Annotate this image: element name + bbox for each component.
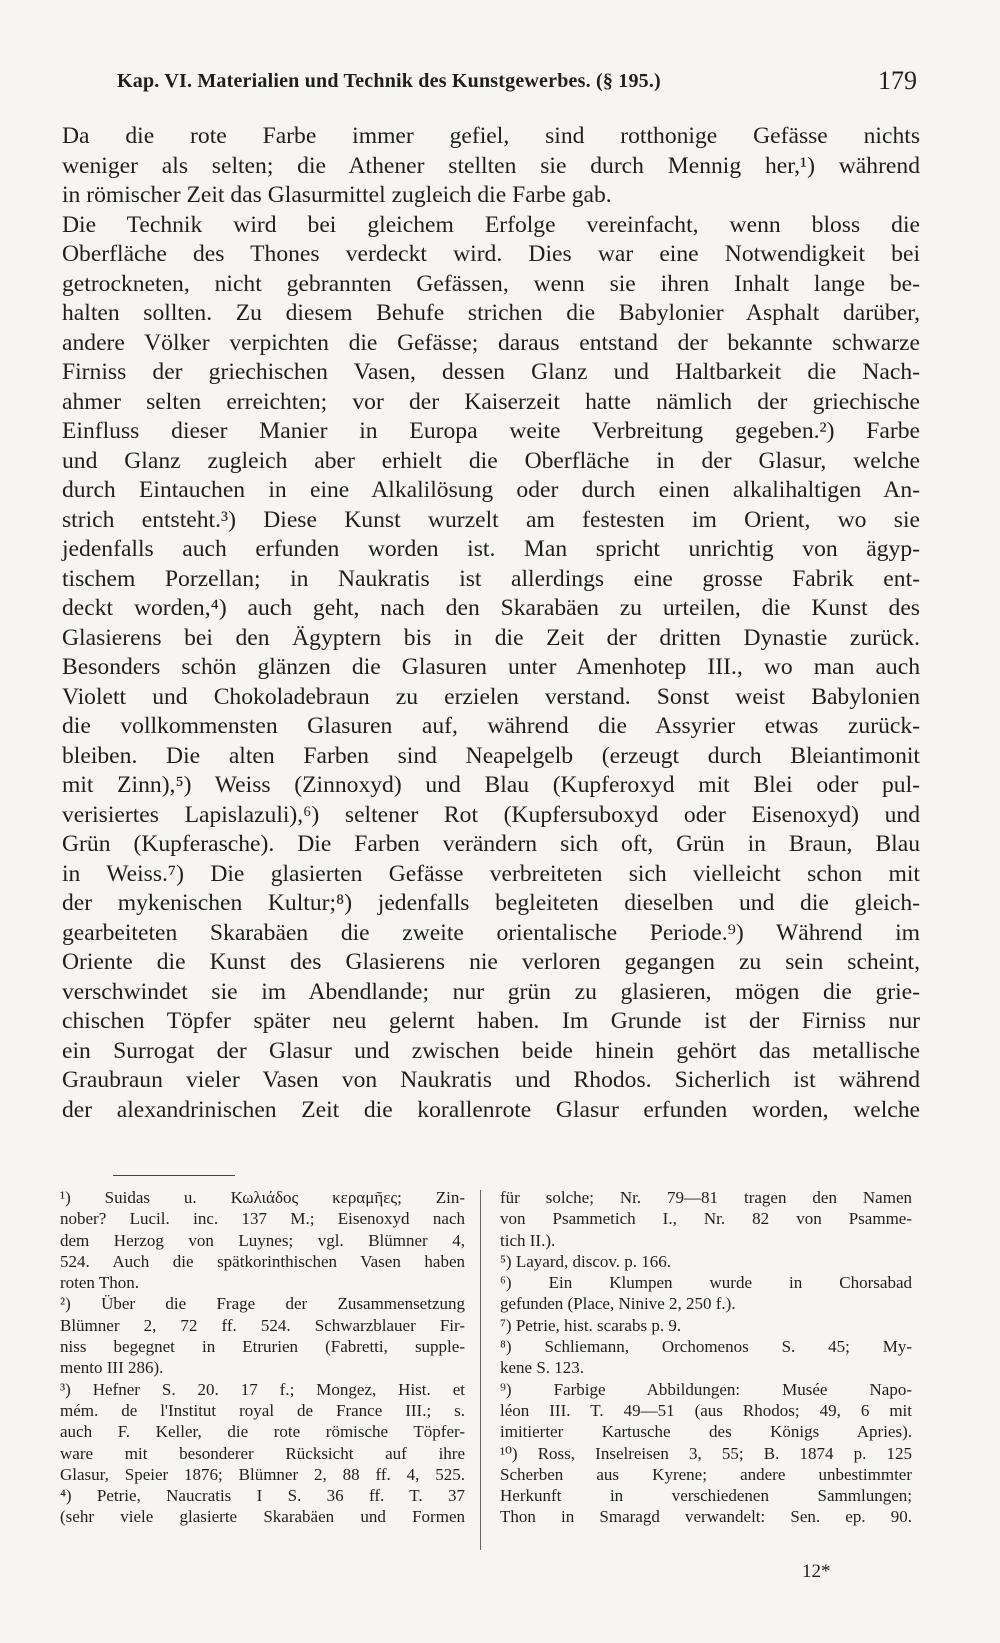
- body-line: und Glanz zugleich aber erhielt die Oberfläche in der Glasur, welche: [62, 447, 920, 474]
- body-line: andere Völker verpichten die Gefässe; daraus entstand der bekannte schwarze: [62, 329, 920, 356]
- footnote-line: (sehr viele glasierte Skarabäen und Formen: [60, 1507, 465, 1527]
- body-line: verisiertes Lapislazuli),⁶) seltener Rot (Kupfersuboxyd oder Eisenoxyd) und: [62, 801, 920, 828]
- body-line: die vollkommensten Glasuren auf, während die Assyrier etwas zurück-: [62, 713, 920, 739]
- body-line: deckt worden,⁴) auch geht, nach den Skarabäen zu urteilen, die Kunst des: [62, 595, 920, 621]
- footnote-line: ⁹) Farbige Abbildungen: Musée Napo-: [500, 1379, 912, 1399]
- body-line: verschwindet sie im Abendlande; nur grün zu glasieren, mögen die grie-: [62, 978, 920, 1005]
- body-line: tischem Porzellan; in Naukratis ist allerdings eine grosse Fabrik ent-: [62, 565, 920, 592]
- body-line: jedenfalls auch erfunden worden ist. Man spricht unrichtig von ägyp-: [62, 536, 920, 562]
- footnote-line: niss begegnet in Etrurien (Fabretti, supple-: [60, 1337, 465, 1357]
- body-line: Die Technik wird bei gleichem Erfolge vereinfacht, wenn bloss die: [62, 211, 920, 238]
- footnote-line: ⁷) Petrie, hist. scarabs p. 9.: [500, 1315, 682, 1335]
- footnote-line: ⁶) Ein Klumpen wurde in Chorsabad: [500, 1273, 912, 1293]
- body-line: mit Zinn),⁵) Weiss (Zinnoxyd) und Blau (Kupferoxyd mit Blei oder pul-: [62, 772, 920, 798]
- body-line: Da die rote Farbe immer gefiel, sind rotthonige Gefässe nichts: [62, 123, 920, 149]
- body-line: weniger als selten; die Athener stellten sie durch Mennig her,¹) während: [62, 152, 920, 179]
- footnote-line: Blümner 2, 72 ff. 524. Schwarzblauer Fir-: [60, 1315, 465, 1335]
- footnote-line: Glasur, Speier 1876; Blümner 2, 88 ff. 4, 525.: [60, 1464, 465, 1484]
- body-line: der mykenischen Kultur;⁸) jedenfalls begleiteten dieselben und die gleich-: [62, 890, 920, 916]
- body-line: bleiben. Die alten Farben sind Neapelgelb (erzeugt durch Bleiantimonit: [62, 742, 920, 769]
- body-line: ahmer selten erreichten; vor der Kaiserzeit hatte nämlich der griechische: [62, 388, 920, 415]
- footnote-line: ⁸) Schliemann, Orchomenos S. 45; My-: [500, 1337, 912, 1357]
- body-line: Oriente die Kunst des Glasierens nie verloren gegangen zu sein scheint,: [62, 949, 920, 975]
- footnotes-right-column: [500, 1187, 912, 1528]
- body-line: Graubraun vieler Vasen von Naukratis und Rhodos. Sicherlich ist während: [62, 1067, 920, 1093]
- body-line: Violett und Chokoladebraun zu erzielen verstand. Sonst weist Babylonien: [62, 683, 920, 710]
- footnote-line: von Psammetich I., Nr. 82 von Psamme-: [500, 1209, 912, 1229]
- body-line: Glasierens bei den Ägyptern bis in die Zeit der dritten Dynastie zurück.: [62, 624, 920, 651]
- footnotes-left-column: [60, 1187, 465, 1528]
- footnote-line: ⁴) Petrie, Naucratis I S. 36 ff. T. 37: [60, 1486, 465, 1506]
- footnote-line: léon III. T. 49—51 (aus Rhodos; 49, 6 mit: [500, 1400, 912, 1420]
- body-line: durch Eintauchen in eine Alkalilösung oder durch einen alkalihaltigen An-: [62, 477, 920, 503]
- footnote-line: ⁵) Layard, discov. p. 166.: [500, 1251, 672, 1271]
- body-line: halten sollten. Zu diesem Behufe strichen die Babylonier Asphalt darüber,: [62, 300, 920, 326]
- footnote-line: Herkunft in verschiedenen Sammlungen;: [500, 1486, 912, 1506]
- printer-signature-mark: 12*: [802, 1561, 831, 1582]
- body-line: ein Surrogat der Glasur und zwischen beide hinein gehört das metallische: [62, 1037, 920, 1064]
- running-header: [117, 62, 917, 102]
- body-line: Oberfläche des Thones verdeckt wird. Dies war eine Notwendigkeit bei: [62, 241, 920, 267]
- footnote-line: gefunden (Place, Ninive 2, 250 f.).: [500, 1294, 736, 1314]
- footnote-line: für solche; Nr. 79—81 tragen den Namen: [500, 1188, 912, 1207]
- body-line: getrockneten, nicht gebrannten Gefässen, wenn sie ihren Inhalt lange be-: [62, 270, 920, 297]
- footnote-line: ³) Hefner S. 20. 17 f.; Mongez, Hist. et: [60, 1379, 465, 1399]
- page-number: 179: [878, 66, 917, 95]
- footnote-line: mém. de l'Institut royal de France III.; s.: [60, 1400, 465, 1420]
- footnote-line: kene S. 123.: [500, 1358, 585, 1378]
- footnote-line: ¹) Suidas u. Κωλιάδος κεραμῆες; Zin-: [60, 1188, 465, 1207]
- body-line: Grün (Kupferasche). Die Farben verändern sich oft, Grün in Braun, Blau: [62, 831, 920, 857]
- body-line: Besonders schön glänzen die Glasuren unter Amenhotep III., wo man auch: [62, 654, 920, 680]
- body-line: in Weiss.⁷) Die glasierten Gefässe verbreiteten sich vielleicht schon mit: [62, 860, 920, 887]
- footnote-line: auch F. Keller, die rote römische Töpfer-: [60, 1422, 465, 1442]
- footnote-line: mento III 286).: [60, 1358, 164, 1378]
- body-line: in römischer Zeit das Glasurmittel zugleich die Farbe gab.: [62, 182, 612, 208]
- body-line: Firniss der griechischen Vasen, dessen Glanz und Haltbarkeit die Nach-: [62, 359, 920, 385]
- footnote-line: roten Thon.: [60, 1273, 140, 1293]
- footnote-column-divider: [480, 1190, 481, 1550]
- footnote-line: ¹⁰) Ross, Inselreisen 3, 55; B. 1874 p. 125: [500, 1443, 912, 1463]
- footnote-line: Thon in Smaragd verwandelt: Sen. ep. 90.: [500, 1507, 912, 1527]
- footnote-line: nober? Lucil. inc. 137 M.; Eisenoxyd nach: [60, 1209, 465, 1229]
- body-line: strich entsteht.³) Diese Kunst wurzelt am festesten im Orient, wo sie: [62, 506, 920, 533]
- footnote-line: 524. Auch die spätkorinthischen Vasen haben: [60, 1251, 465, 1271]
- footnote-line: ware mit besonderer Rücksicht auf ihre: [60, 1443, 465, 1463]
- footnote-line: Scherben aus Kyrene; andere unbestimmter: [500, 1464, 912, 1484]
- body-text: [62, 122, 920, 1125]
- footnote-rule: [113, 1175, 235, 1176]
- body-line: gearbeiteten Skarabäen die zweite orientalische Periode.⁹) Während im: [62, 919, 920, 946]
- footnote-line: dem Herzog von Luynes; vgl. Blümner 4,: [60, 1230, 465, 1250]
- footnote-line: tich II.).: [500, 1230, 556, 1250]
- body-line: chischen Töpfer später neu gelernt haben. Im Grunde ist der Firniss nur: [62, 1008, 920, 1034]
- running-head-title: Kap. VI. Materialien und Technik des Kunstgewerbes. (§ 195.): [117, 70, 661, 92]
- body-line: Einfluss dieser Manier in Europa weite Verbreitung gegeben.²) Farbe: [62, 418, 920, 444]
- body-line: der alexandrinischen Zeit die korallenrote Glasur erfunden worden, welche: [62, 1096, 920, 1123]
- footnote-line: ²) Über die Frage der Zusammensetzung: [60, 1294, 465, 1314]
- footnote-line: imitierter Kartusche des Königs Apries).: [500, 1422, 912, 1442]
